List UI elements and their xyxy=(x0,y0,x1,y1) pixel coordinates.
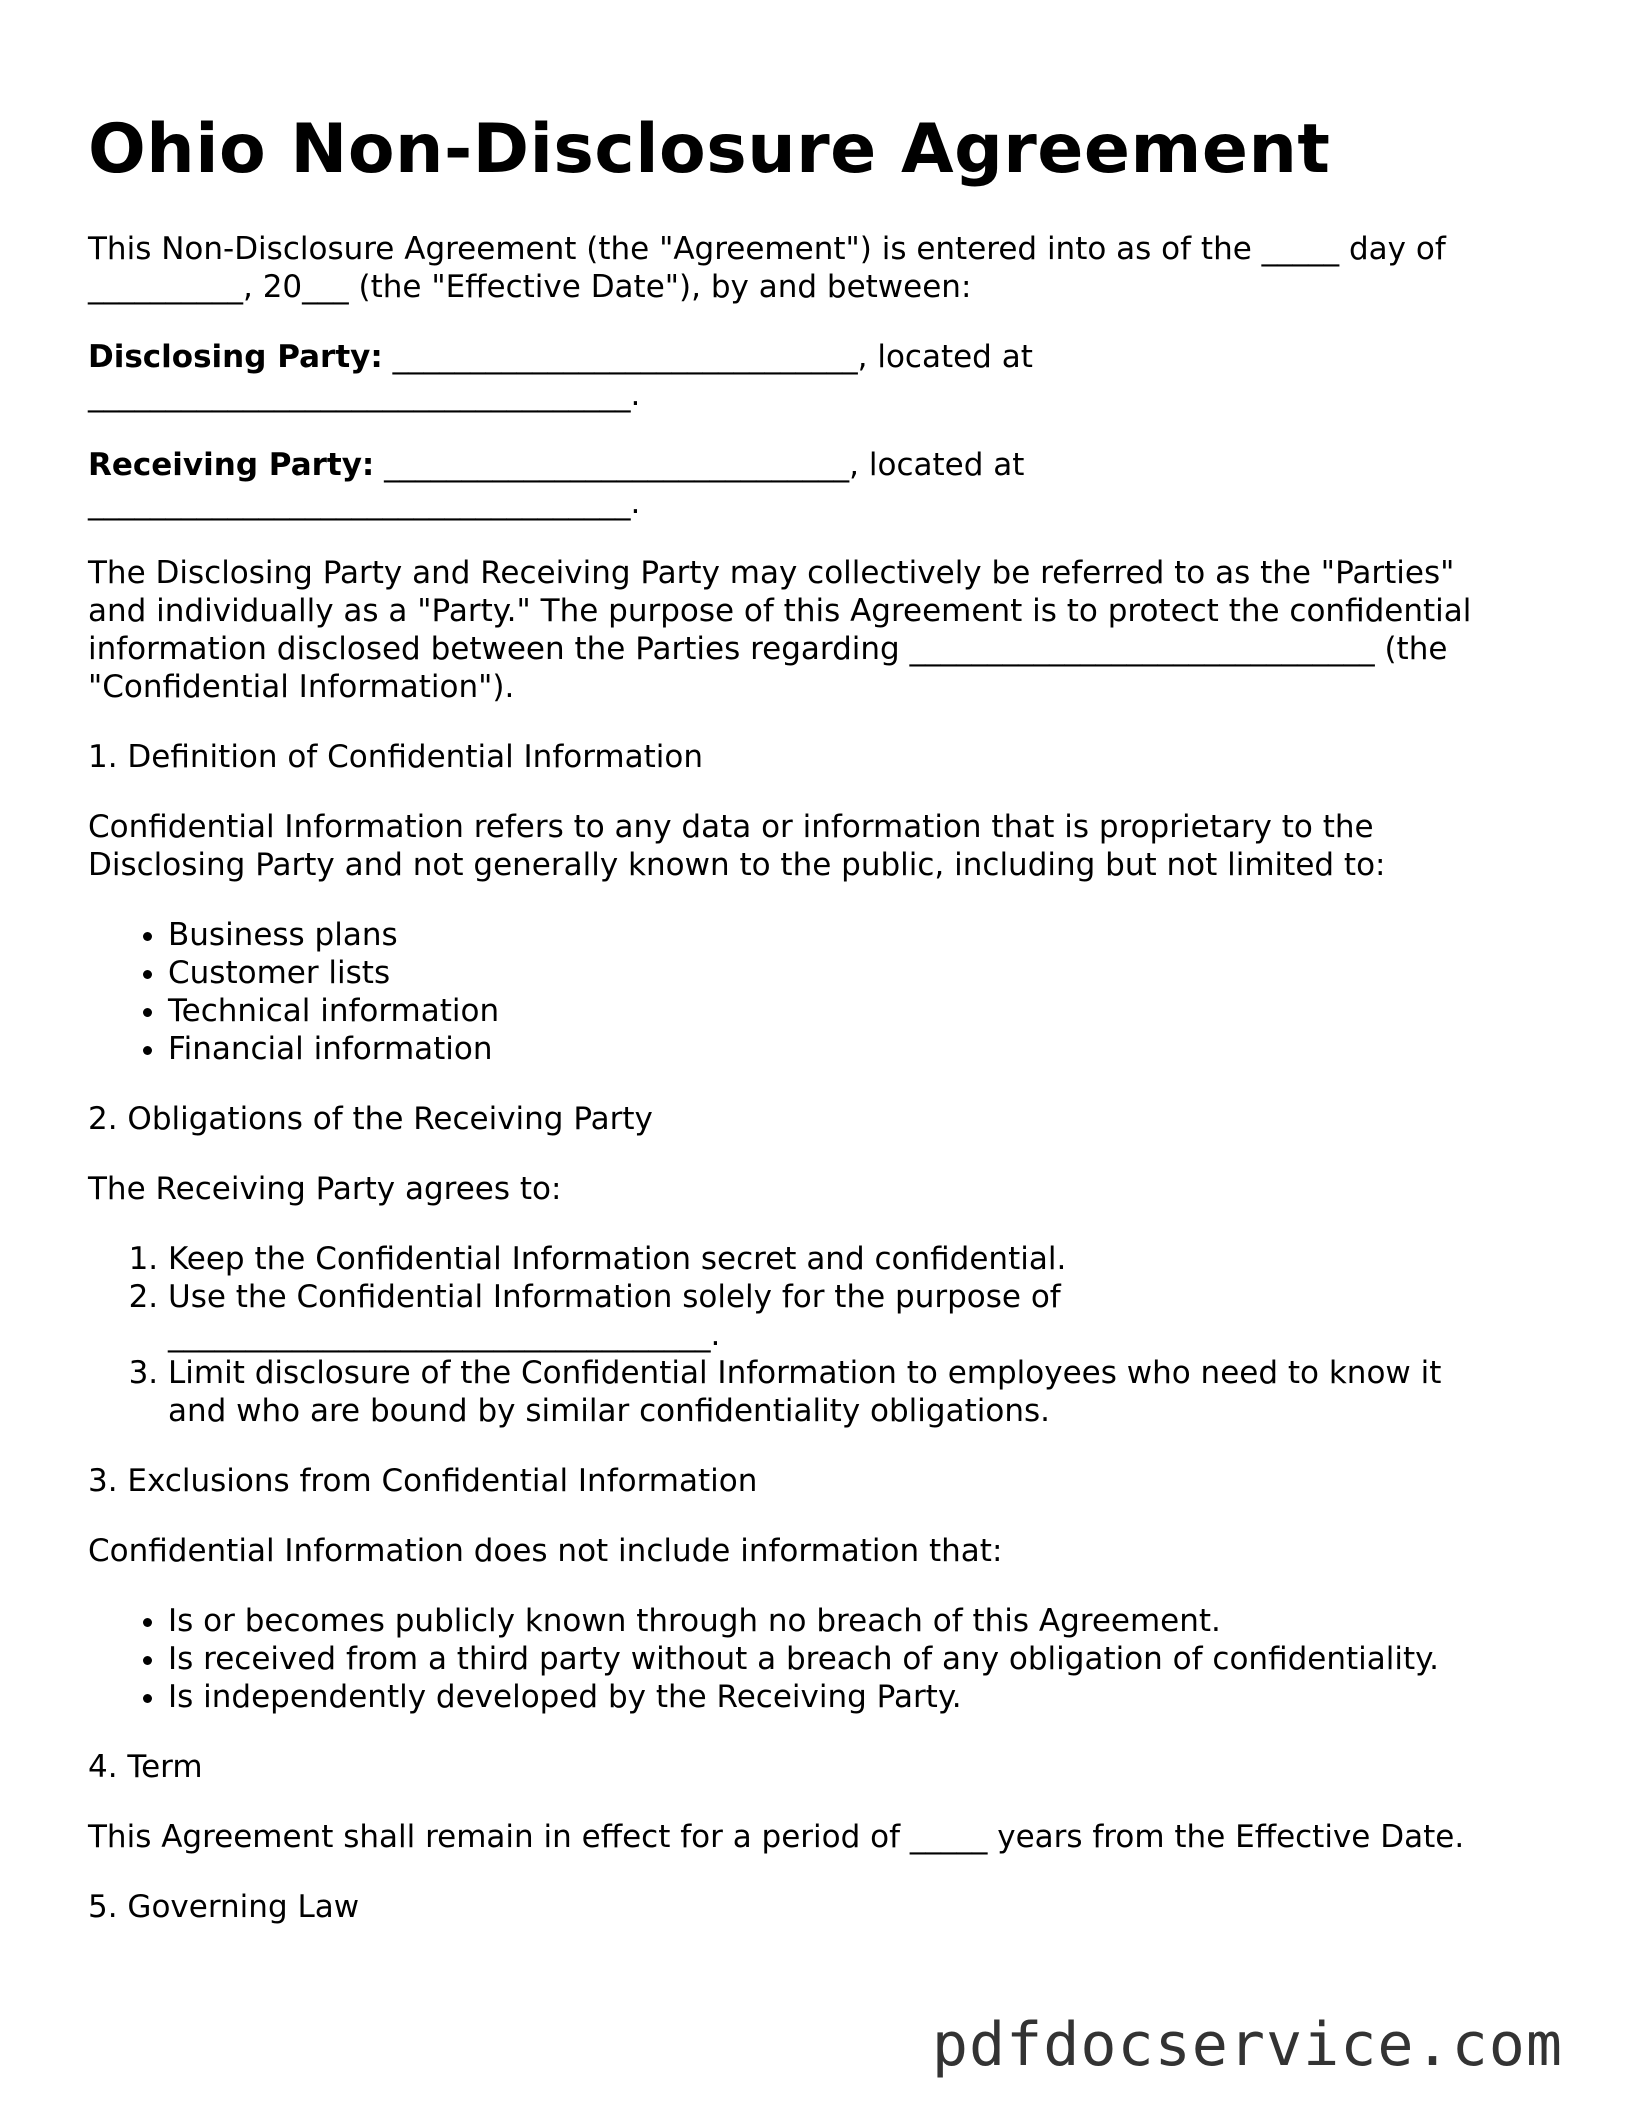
section-2-heading: 2. Obligations of the Receiving Party xyxy=(88,1101,653,1137)
intro-paragraph xyxy=(88,230,1528,306)
purpose-line-2: and individually as a "Party." The purpose of this Agreement is to protect the confidential xyxy=(88,593,1472,629)
list-item xyxy=(168,1278,1528,1354)
receiving-party-label: Receiving Party: xyxy=(88,447,375,483)
disclosing-party-text-2: ___________________________________. xyxy=(88,377,641,413)
intro-line-2: __________, 20___ (the "Effective Date"), by and between: xyxy=(88,269,972,305)
section-1-heading: 1. Definition of Confidential Information xyxy=(88,739,703,775)
purpose-paragraph xyxy=(88,554,1528,706)
list-item: • Financial information xyxy=(168,1030,1528,1068)
section-1-line-1: Confidential Information refers to any data or information that is proprietary to the xyxy=(88,809,1374,845)
obligation-3-line-2: and who are bound by similar confidentiality obligations. xyxy=(168,1393,1050,1429)
obligations-list xyxy=(88,1240,1528,1430)
receiving-party-text-2: ___________________________________. xyxy=(88,485,641,521)
section-1-paragraph xyxy=(88,808,1528,884)
section-4-text: This Agreement shall remain in effect for a period of _____ years from the Effective Date. xyxy=(88,1819,1465,1855)
obligation-3-line-1: Limit disclosure of the Confidential Information to employees who need to know it xyxy=(168,1355,1442,1391)
list-item: • Is received from a third party without a breach of any obligation of confidentiality. xyxy=(168,1640,1528,1678)
section-4-heading: 4. Term xyxy=(88,1749,203,1785)
purpose-line-4: "Confidential Information"). xyxy=(88,669,515,705)
list-item: • Customer lists xyxy=(168,954,1528,992)
disclosing-party-label: Disclosing Party: xyxy=(88,339,383,375)
disclosing-party-paragraph xyxy=(88,338,1528,414)
section-1-line-2: Disclosing Party and not generally known to the public, including but not limited to: xyxy=(88,847,1386,883)
obligation-2-line-1: Use the Confidential Information solely for the purpose of xyxy=(168,1279,1061,1315)
list-item: • Is independently developed by the Receiving Party. xyxy=(168,1678,1528,1716)
list-item xyxy=(168,1354,1528,1430)
watermark: pdfdocservice.com xyxy=(931,2010,1563,2080)
confidential-info-list xyxy=(88,916,1528,1068)
list-item: • Technical information xyxy=(168,992,1528,1030)
intro-line-1: This Non-Disclosure Agreement (the "Agreement") is entered into as of the _____ day of xyxy=(88,231,1446,267)
section-3-heading: 3. Exclusions from Confidential Information xyxy=(88,1463,758,1499)
document-title: Ohio Non-Disclosure Agreement xyxy=(88,110,1331,189)
document-page xyxy=(88,108,1528,1958)
receiving-party-paragraph xyxy=(88,446,1528,522)
list-item: • Business plans xyxy=(168,916,1528,954)
section-3-intro: Confidential Information does not include information that: xyxy=(88,1533,1003,1569)
list-item: 1. Keep the Confidential Information secret and confidential. xyxy=(168,1240,1528,1278)
list-item: • Is or becomes publicly known through no breach of this Agreement. xyxy=(168,1602,1528,1640)
disclosing-party-text-1: ______________________________, located at xyxy=(382,339,1033,375)
section-5-heading: 5. Governing Law xyxy=(88,1889,360,1925)
receiving-party-text-1: ______________________________, located at xyxy=(374,447,1025,483)
section-2-intro: The Receiving Party agrees to: xyxy=(88,1171,562,1207)
obligation-2-line-2: ___________________________________. xyxy=(168,1317,721,1353)
purpose-line-1: The Disclosing Party and Receiving Party may collectively be referred to as the "Parties" xyxy=(88,555,1455,591)
purpose-line-3: information disclosed between the Parties regarding ______________________________ (the xyxy=(88,631,1448,667)
exclusions-list xyxy=(88,1602,1528,1716)
